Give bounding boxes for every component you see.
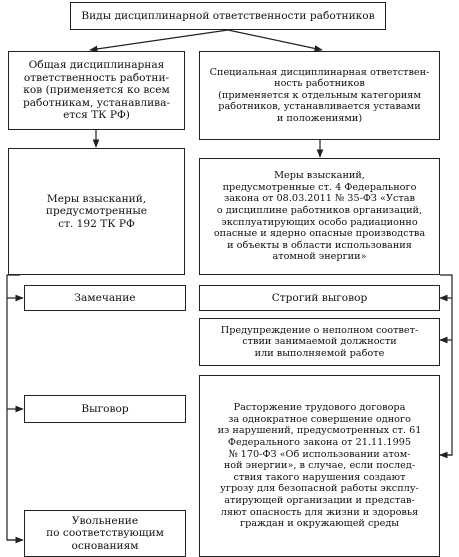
dismissal-box: Увольнение по соответствующим основаниям — [24, 510, 186, 557]
reprimand-box: Выговор — [24, 395, 186, 423]
special-measures-box: Меры взысканий, предусмотренные ст. 4 Федерального закона от 08.03.2011 № 35-ФЗ «Устав о дисциплине работников организаций, эксплуатирующих особо радиационно опасные и ядерно опасные производства и объекты в области использования атомной энергии» — [199, 158, 440, 275]
incompetence-warning-box: Предупреждение о неполном соответ- ствии занимаемой должности или выполняемой работе — [199, 318, 440, 366]
remark-box: Замечание — [24, 285, 186, 311]
right-bracket — [440, 275, 452, 455]
arrow-title-to-general — [90, 30, 228, 50]
left-bracket — [7, 275, 20, 540]
general-responsibility-box: Общая дисциплинарная ответственность работни- ков (применяется ко всем работникам, устанавлива- ется ТК РФ) — [8, 51, 185, 130]
general-measures-box: Меры взысканий, предусмотренные ст. 192 ТК РФ — [8, 148, 185, 275]
contract-termination-box: Расторжение трудового договора за однократное совершение одного из нарушений, предусмотренных ст. 61 Федерального закона от 21.11.1995 № 170-ФЗ «Об использовании атом- ной энергии», в случае, если послед- ствия такого нарушения создают угрозу для безопасной работы эксплу- атирующей организации и представ- ляют опасность для жизни и здоровья граждан и окружающей среды — [199, 375, 440, 557]
special-responsibility-box: Специальная дисциплинарная ответствен- ность работников (применяется к отдельным категориям работников, устанавливается уставами и положениями) — [199, 51, 440, 140]
diagram-title: Виды дисциплинарной ответственности работников — [70, 2, 386, 30]
arrow-title-to-special — [228, 30, 322, 50]
strict-reprimand-box: Строгий выговор — [199, 285, 440, 311]
